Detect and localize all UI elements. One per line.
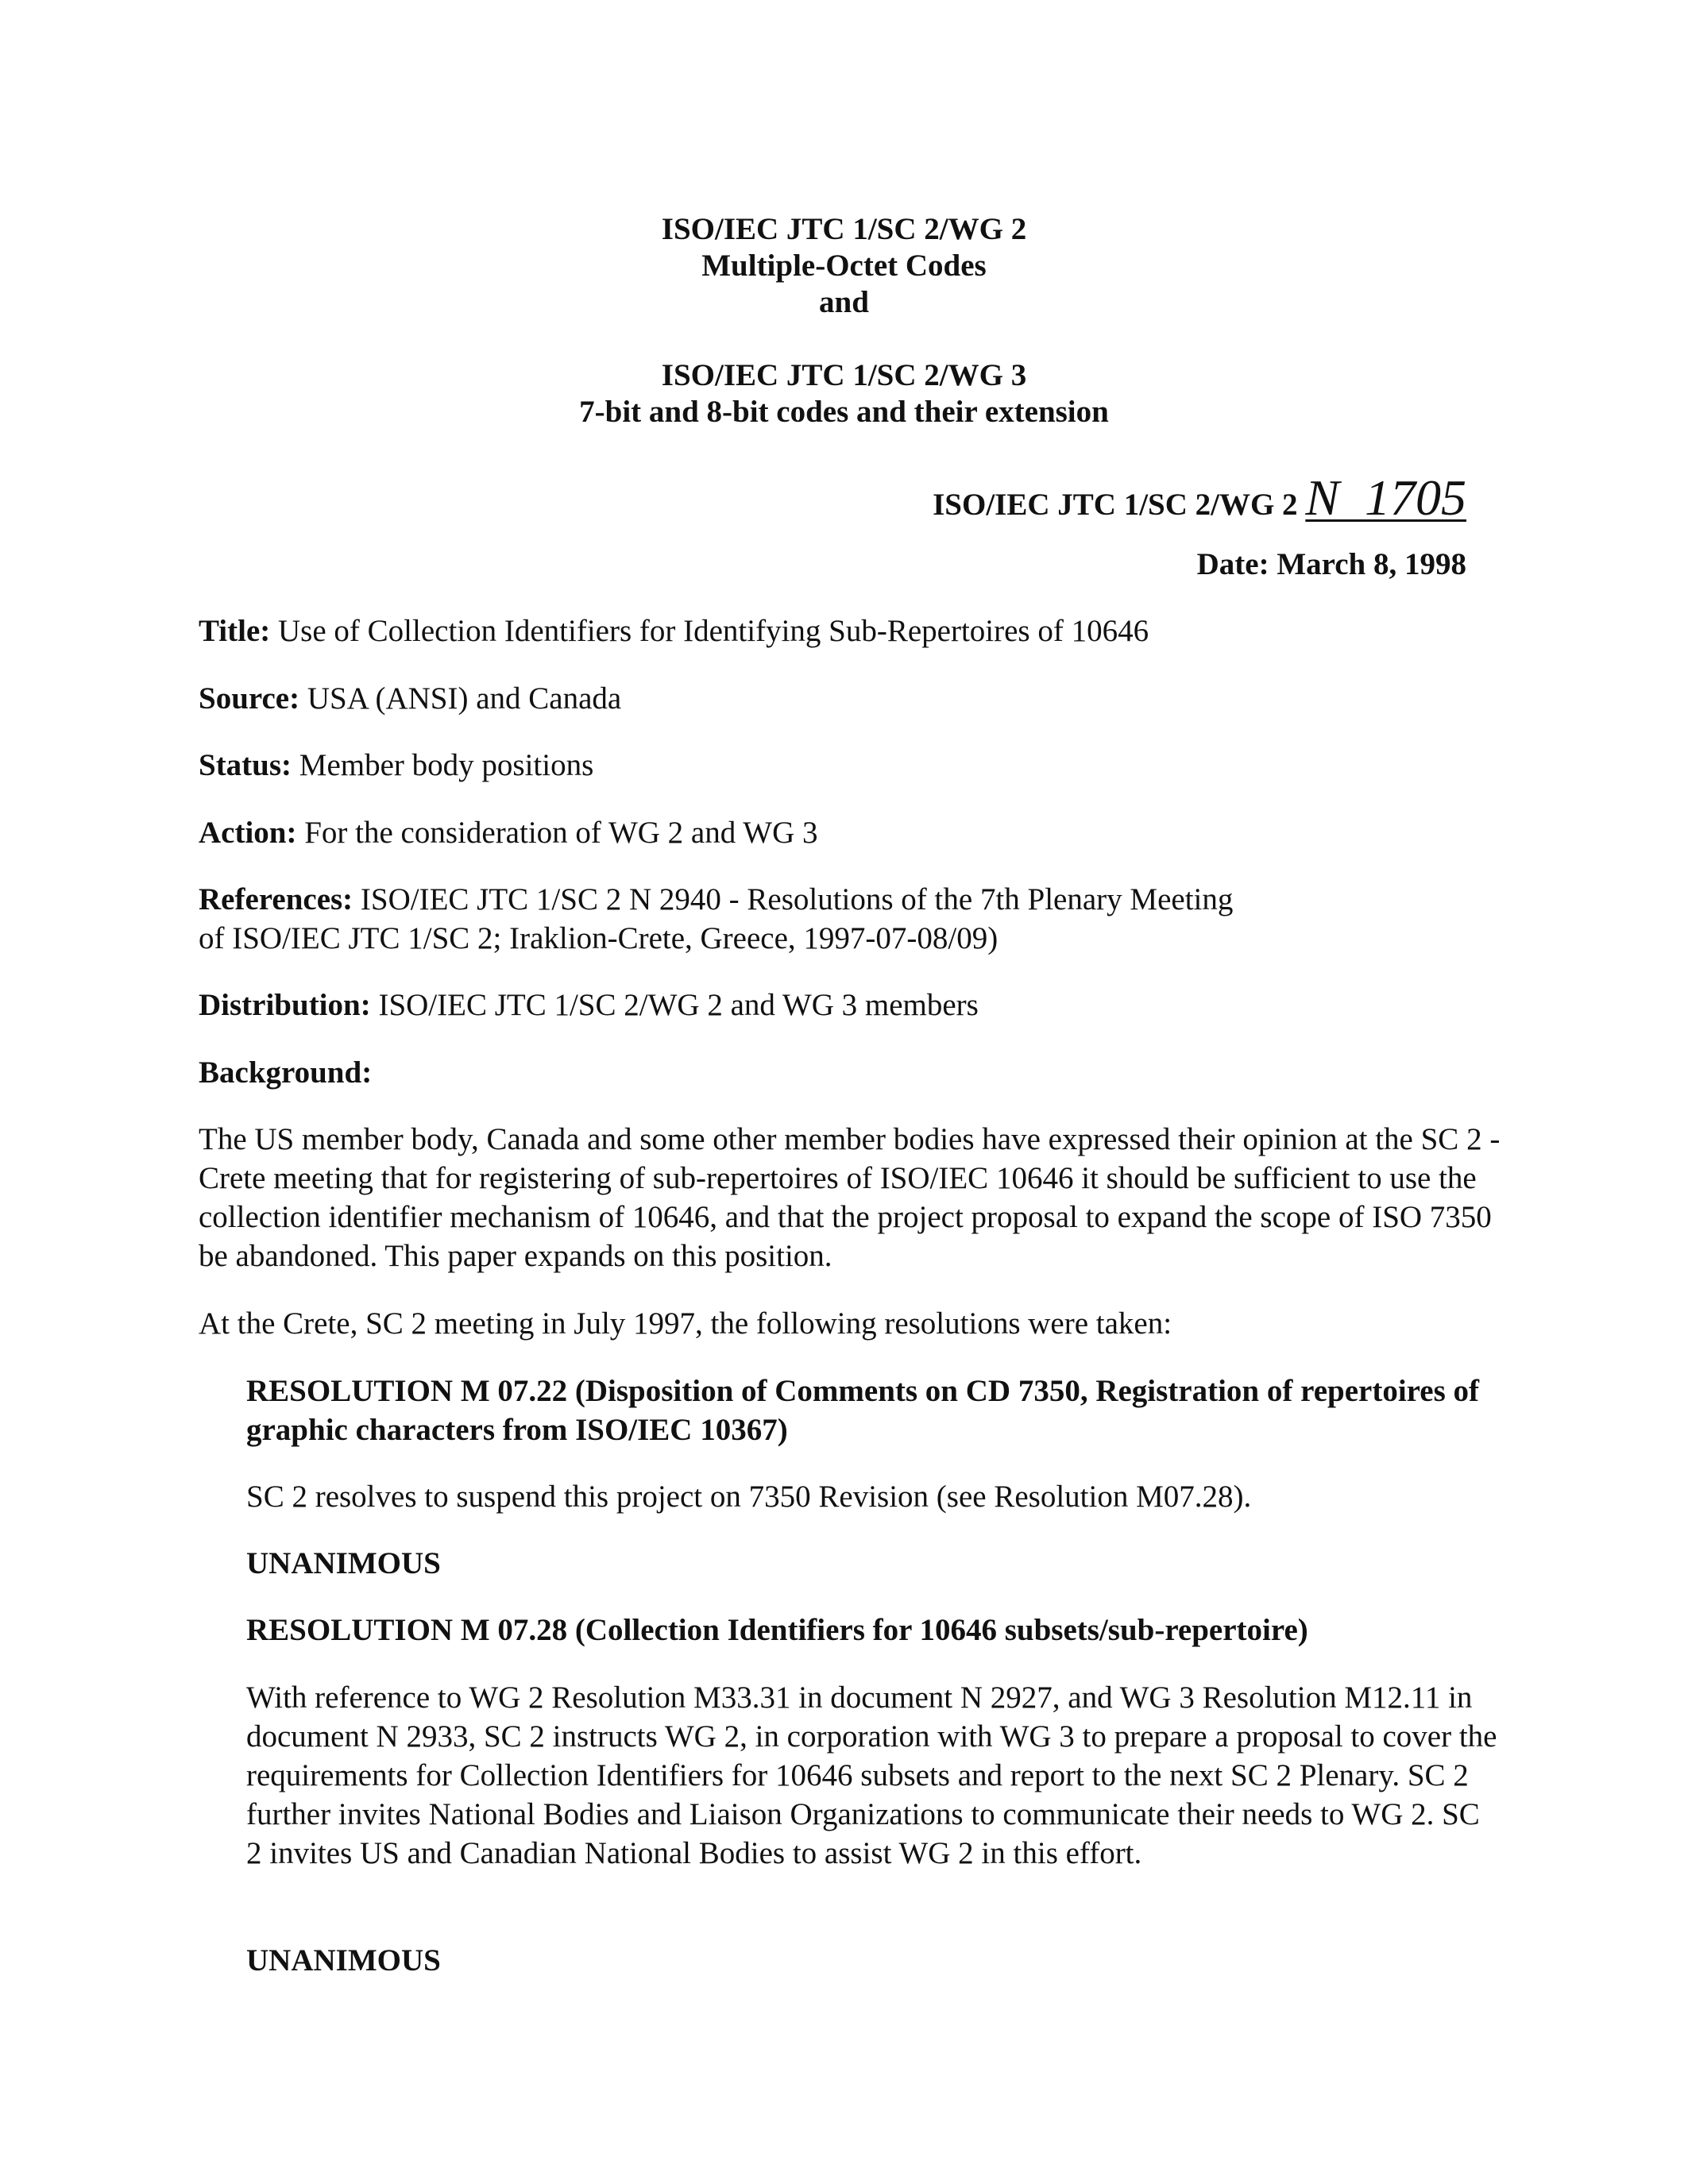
- resolution-text: With reference to WG 2 Resolution M33.31 in document N 2927, and WG 3 Resolution M12.11 in document N 2933, SC 2 instructs WG 2, in corporation with WG 3 to prepare a proposal to cover the requirements for Collection Identifiers for 10646 subsets and report to the next SC 2 Plenary. SC 2 further invites National Bodies and Liaison Organizations to communicate their needs to WG 2. SC 2 invites US and Canadian National Bodies to assist WG 2 in this effort.: [246, 1680, 1497, 1870]
- title-label: Title:: [199, 614, 271, 648]
- header-conjunction: and: [819, 285, 869, 319]
- references-field: [199, 880, 1501, 958]
- resolution-heading: RESOLUTION M 07.22 (Disposition of Comments on CD 7350, Registration of repertoires of graphic characters from ISO/IEC 10367): [246, 1374, 1479, 1447]
- source-field: [199, 679, 1501, 718]
- source-label: Source:: [199, 681, 300, 716]
- references-label: References:: [199, 882, 353, 916]
- resolution-vote: UNANIMOUS: [246, 1943, 441, 1978]
- document-number: [933, 469, 1466, 527]
- distribution-label: Distribution:: [199, 988, 371, 1022]
- date-label: Date: [1196, 547, 1259, 581]
- status-field: [199, 746, 1501, 785]
- date-value: : March 8, 1998: [1258, 547, 1466, 581]
- title-field: [199, 612, 1501, 650]
- distribution-field: [199, 986, 1501, 1024]
- wg3-description: 7-bit and 8-bit codes and their extension: [579, 395, 1109, 429]
- document-number-prefix: ISO/IEC JTC 1/SC 2/WG 2: [933, 488, 1298, 522]
- title-value: Use of Collection Identifiers for Identifying Sub-Repertoires of 10646: [278, 614, 1149, 648]
- background-paragraph: The US member body, Canada and some other member bodies have expressed their opinion at the SC 2 - Crete meeting that for registering of sub-repertoires of ISO/IEC 10646 it should be sufficient to use the collection identifier mechanism of 10646, and that the project proposal to expand the scope of ISO 7350 be abandoned. This paper expands on this position.: [199, 1122, 1501, 1273]
- action-label: Action:: [199, 816, 297, 850]
- distribution-value: ISO/IEC JTC 1/SC 2/WG 2 and WG 3 members: [378, 988, 979, 1022]
- document-number-value: N 1705: [1305, 469, 1466, 526]
- resolution-text: SC 2 resolves to suspend this project on 7350 Revision (see Resolution M07.28).: [246, 1480, 1252, 1514]
- status-value: Member body positions: [299, 748, 594, 782]
- source-value: USA (ANSI) and Canada: [307, 681, 622, 716]
- resolution-heading: RESOLUTION M 07.28 (Collection Identifiers for 10646 subsets/sub-repertoire): [246, 1613, 1308, 1647]
- references-line-1: ISO/IEC JTC 1/SC 2 N 2940 - Resolutions of the 7th Plenary Meeting: [360, 882, 1234, 916]
- wg2-description: Multiple-Octet Codes: [701, 249, 987, 283]
- document-date: [1197, 546, 1466, 582]
- wg3-header: [0, 357, 1688, 430]
- wg3-name: ISO/IEC JTC 1/SC 2/WG 3: [661, 358, 1027, 392]
- background-heading: Background:: [199, 1055, 373, 1090]
- resolution-vote: UNANIMOUS: [246, 1546, 441, 1580]
- resolutions-intro: At the Crete, SC 2 meeting in July 1997, the following resolutions were taken:: [199, 1306, 1172, 1341]
- action-field: [199, 813, 1501, 852]
- action-value: For the consideration of WG 2 and WG 3: [304, 816, 818, 850]
- wg2-header: [0, 211, 1688, 321]
- status-label: Status:: [199, 748, 292, 782]
- wg2-name: ISO/IEC JTC 1/SC 2/WG 2: [661, 212, 1027, 246]
- references-line-2: of ISO/IEC JTC 1/SC 2; Iraklion-Crete, Greece, 1997-07-08/09): [199, 921, 999, 955]
